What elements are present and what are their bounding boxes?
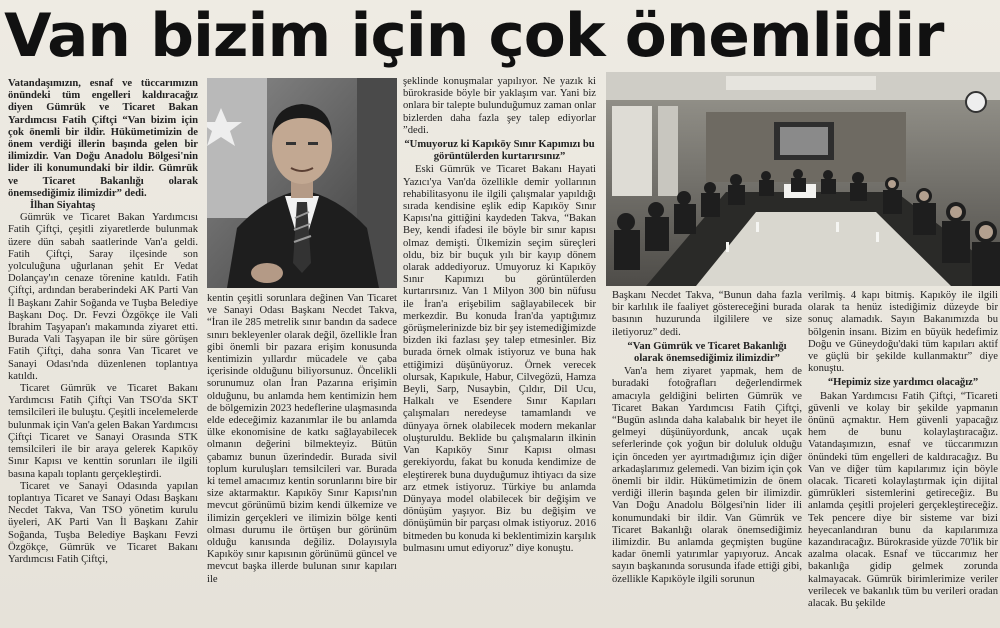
paragraph: Eski Gümrük ve Ticaret Bakanı Hayati Yazıcı'ya Van'da özellikle demir yollarının rehabilitasyonu ile ilgili çalışmalar yapıldığı sırada kendisine eşlik edip Kapıköy Sınır Kapısı'na gittiğini kaydeden Takva, “Bakan Bey, kendi ifadesi ile böyle bir sınır kapısı olmaz demişti. Ülkemizin seçim süreçleri oldu, biz bir buçuk yılı bir kayıp dönem olarak addediyoruz. Umuyoruz ki Kapıköy Sınır Kapımızı bu görüntülerden kurtarırsınız. Van 1 Milyon 300 bin nüfusu ile İran'a erişebilim sağlayabilecek bir merkezdir. Bu konuda İran'da yaptığımız görüşmelerinizde biz bir şey istemediğimizde bizden iki fazlası şey talep etmesinler. Biz burada örnek olmak istiyoruz ve buna hak ettiğimizi düşünüyoruz. Örnek verecek olursak, Kapıkule, Habur, Cilvegözü, Hamza Beyli, Sarp, Nusaybin, Çıldır, Dil Ucu, Halkalı ve Esendere Sınır Kapıları çalışmaları neredeyse tamamlandı ve dünyaya örnek olabilecek modern mekanlar oluşturuldu. Beklide bu çalışmaların ilkinin Van Kapıköy Sınır Kapısı olması gerekiyordu, fakat bu konuda kendimize de eleştirerek buna duyduğumuz ihtiyacı da size arz etmek istiyoruz. Türkiye bu anlamda Dünyaya model olabilecek bir değişim ve dönüşüm yaşıyor. Biz bu değişim ve dönüşümün bir parçası olmak istiyoruz. 2016 bitmeden bu konuda ki beklentimizin karşılık bulmasını umut ediyoruz” diye konuştu. (403, 164, 596, 554)
paragraph: Ticaret Gümrük ve Ticaret Bakanı Yardımcısı Fatih Çiftçi Van TSO'da SKT temsilcileri ile buluştu. Çeşitli incelemelerde bulunmak için Van'a gelen Bakan Yardımcısı Çiftçi Ticaret ve Sanayi Orasında STK temsilcileri ile bir araya gelerek Kapıköy Sınır Kapısı ve kenttin sorunları ile ilgili basına kapalı toplantı gerçekleştirdi. (8, 383, 198, 480)
subheading: “Umuyoruz ki Kapıköy Sınır Kapımızı bu görüntülerden kurtarırsınız” (404, 139, 595, 163)
portrait-photo (207, 78, 397, 288)
paragraph: Van'a hem ziyaret yapmak, hem de buradaki fotoğrafları değerlendirmek amacıyla geldiğini belirten Gümrük ve Ticaret Bakan Yardımcısı Fatih Çiftçi, “Bugün aslında daha kalabalık bir heyet ile gelmeyi düşünüyordunk, ancak uçak seferlerinde çok yoğun bir doluluk olduğu için önceden yer ayırtmadığımız için diğer arkadaşlarımız gelemedi. Van bizim için çok önemli bir ildir. Hükümetimizin de önem verdiği illerin başında gelen bir ilimizdir. Van Doğu Anadolu Bölgesi'nin lider ili konumundaki bir ildir. Van Gümrük ve Ticaret Bakanlığı olarak önemsediğimiz ilimizdir. Bu anlamda geçmişten bugüne kadar önemli yatırımlar yapıyoruz. Ancak sayın başkanında sorusunda ifade ettiği gibi, özellikle Kapıköyle ilgili sorunun (612, 366, 802, 585)
article-column-3 (403, 76, 596, 628)
headline: Van bizim için çok önemlidir (4, 1, 944, 71)
subheading: “Hepimiz size yardımcı olacağız” (827, 377, 979, 389)
subheading: “Van Gümrük ve Ticaret Bakanlığı olarak önemsediğimiz ilimizdir” (627, 340, 787, 365)
article-column-2 (207, 293, 397, 628)
paragraph: Bakan Yardımcısı Fatih Çiftçi, “Ticareti güvenli ve kolay bir şekilde yapmanın önünü açmaktır. Hem güvenli yapacağız hem de bunu kolaylaştıracağız. Vatandaşımızın, esnaf ve tüccarımızın önündeki tüm engelleri de kaldıracağız. Bu Van ve diğer tüm kapılarımız için böyle olacak. Ticareti kolaylaştırmak için dijital gümrükleri sistemlerini getireceğiz. Bu anlamda çeşitli projeleri gerçekleştireceğiz. Tek pencere diye bir sisteme var bizi heyecanlandıran bunu da kapılarımıza kazandıracağız. Bürokraside yüzde 70'lik bir azalma olacak. Esnaf ve tüccarımız her bakanlığa gidip gelmek zorunda kalmayacak. Gümrük birimlerimize veriler verilecek ve bakanlık tüm bu verileri oradan alacak. Bu şekilde (808, 390, 998, 610)
paragraph: Ticaret ve Sanayi Odasında yapılan toplantıya Ticaret ve Sanayi Odası Başkanı Necdet Takva, Van TSO yönetim kurulu üyeleri, AK Parti Van İl Başkanı Zahir Soğanda, Tuşba Belediye Başkanı Fevzi Özgökçe, Gümrük ve Ticaret Bakanı Yardımcısı Fatih Çiftçi, (8, 480, 198, 565)
meeting-illustration (606, 72, 1000, 286)
article-column-5 (808, 290, 998, 628)
meeting-photo (606, 72, 1000, 286)
lead-paragraph: Vatandaşımızın, esnaf ve tüccarımızın önündeki tüm engelleri kaldıracağız diyen Gümrük ve Ticaret Bakan Yardımcısı Fatih Çiftçi “Van bizim için çok önemli bir ildir. Hükümetimizin de önem verdiği illerin başında gelen bir ilimizdir. Van Doğu Anadolu Bölgesi'nin lider ili konumundaki bir ildir. Gümrük ve Ticaret Bakanlığı olarak önemsediğimiz ilimizdir” dedi. (8, 78, 198, 199)
paragraph: verilmiş. 4 kapı bitmiş. Kapıköy ile ilgili olarak ta henüz istediğimiz düzeyde bir sonuç alamadık. Sayın Bakanımızda bu bölgenin insanı. Bizim en büyük hedefimiz Doğu ve Güneydoğu'daki tüm kapıları aktif ve güçlü bir şekilde kullanmaktır” diye konuştu. (808, 290, 998, 375)
paragraph: kentin çeşitli sorunlara değinen Van Ticaret ve Sanayi Odası Başkanı Necdet Takva, “İran ile 285 metrelik sınır bandın da sadece sınırı bekleyenler olarak değil, özellikle İran gibi önemli bir pazara erişim konusunda kentimizin yıllardır mücadele ve çaba içerisinde olduğunu biliyorsunuz. Öncelikli sorunumuz olan İran Pazarına erişimin olduğunu, bu anlamda hem kentimizin hem de bölgemizin 2023 hedeflerine ulaşmasında elde edeceğimiz kazanımlar ile bu anlamda ülke ekonomisine de katkı sağlayabilecek olmanın değerini bilmekteyiz. Bütün çabamız bunun üzerindedir. Burada sivil toplum kuruluşları temsilcileri var. Burada ki temel amacımız kentin sorunlarını bire bir size aktarmaktır. Kapıköy Sınır Kapısı'nın mevcut görünümü bizim kendi ülkemize ve ilimizin gerçekleri ve ilimizin bölge kenti olması durumu ile örtüşen bur görünüm olduğu kanısında değiliz. Dolayısıyla Kapıköy sınır kapısının görünümü güncel ve mevcut başka illerde bulunan sınır kapıları ile (207, 293, 397, 585)
paragraph: Başkanı Necdet Takva, “Bunun daha fazla bir karlılık ile faaliyet göstereceğini burada basının huzurunda ilgililere ve size iletiyoruz” dedi. (612, 290, 802, 338)
portrait-illustration (207, 78, 397, 288)
article-column-4 (612, 290, 802, 628)
byline: İlhan Siyahtaş (30, 200, 96, 212)
paragraph: şeklinde konuşmalar yapılıyor. Ne yazık ki bürokraside böyle bir yaklaşım var. Yani biz onlara bir talepte bulunduğumuz zaman onlar bizlerden daha fazla şey talep ediyorlar ”dedi. (403, 76, 596, 136)
paragraph: Gümrük ve Ticaret Bakan Yardımcısı Fatih Çiftçi, çeşitli ziyaretlerde bulunmak üzere dün sabah saatlerinde Van'a geldi. Fatih Çiftçi, Saray ilçesinde son yolculuğuna uğurlanan şehit Er Vedat Dolançay'ın cenaze törenine katıldı. Fatih Çiftçi, ardından beraberindeki AK Parti Van İl Başkanı Zahir Soğanda ve Tuşba Belediye Başkanı Doç. Dr. Fevzi Özgökçe ile Vali İbrahim Taşyapan'ı makamında ziyaret etti. Burada Vali Taşyapan ile bir süre görüşen Fatih Çiftçi, daha sonra Van Ticaret ve Sanayi Odası'nda düzenlenen toplantıya katıldı. (8, 212, 198, 382)
article-column-1 (8, 78, 198, 628)
